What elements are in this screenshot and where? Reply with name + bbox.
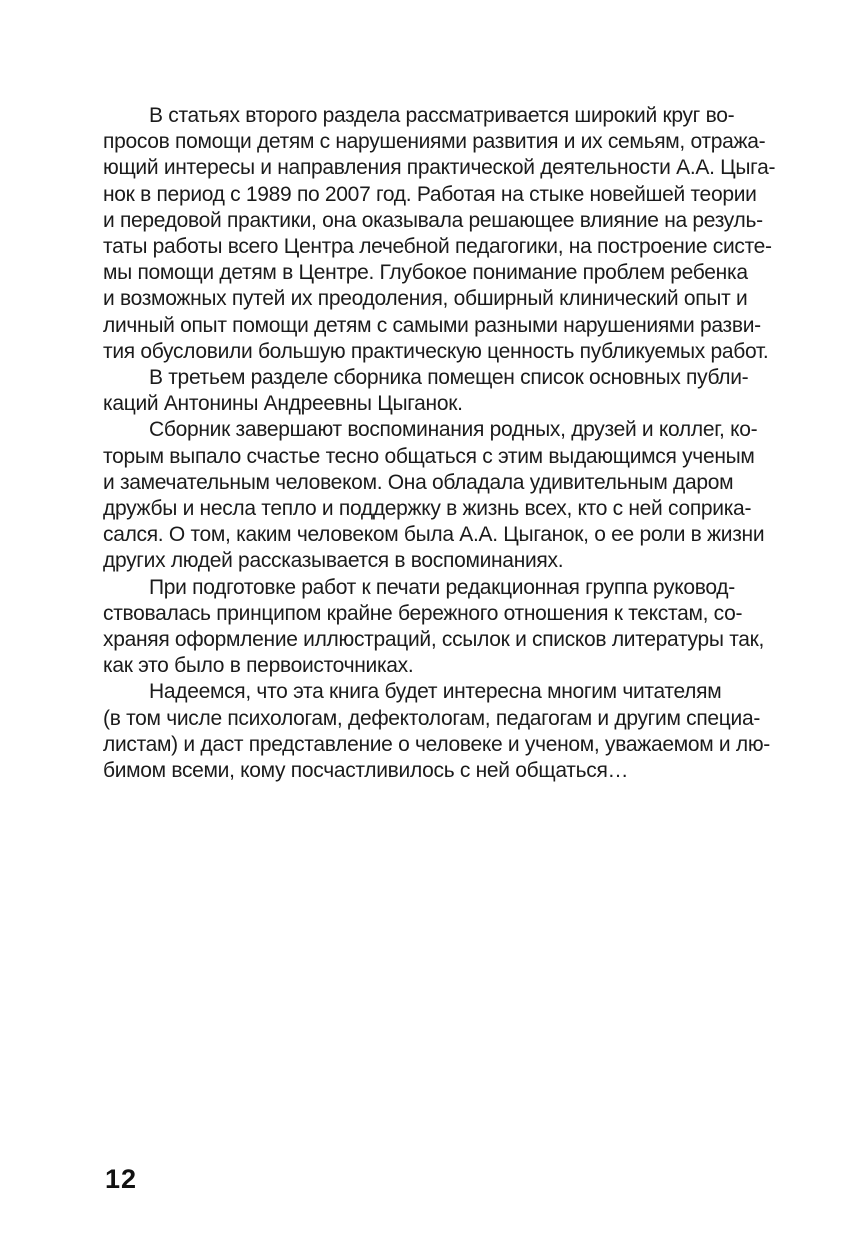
text-line: листам) и даст представление о человеке и ученом, уважаемом и лю- <box>103 732 770 756</box>
text-line: таты работы всего Центра лечебной педагогики, на построение систе- <box>103 235 772 259</box>
text-line: Сборник завершают воспоминания родных, друзей и коллег, ко- <box>149 418 758 442</box>
text-line: ствовалась принципом крайне бережного отношения к текстам, со- <box>103 601 743 625</box>
page-number: 12 <box>105 1164 138 1194</box>
text-line: В статьях второго раздела рассматривается широкий круг во- <box>149 104 735 127</box>
text-line: и возможных путей их преодоления, обширный клинический опыт и <box>103 287 748 311</box>
text-line: ющий интересы и направления практической деятельности А.А. Цыга- <box>103 156 776 180</box>
paragraph-5 <box>103 679 803 784</box>
text-line: личный опыт помощи детям с самыми разными нарушениями разви- <box>103 313 761 337</box>
paragraph-4 <box>103 575 803 680</box>
paragraph-1 <box>103 103 803 365</box>
text-line: храняя оформление иллюстраций, ссылок и списков литературы так, <box>103 628 765 652</box>
text-line: мы помощи детям в Центре. Глубокое понимание проблем ребенка <box>103 261 748 285</box>
text-line: При подготовке работ к печати редакционная группа руковод- <box>149 575 735 599</box>
text-line: и замечательным человеком. Она обладала удивительным даром <box>103 470 734 494</box>
text-line: В третьем разделе сборника помещен список основных публи- <box>149 366 749 390</box>
text-line: (в том числе психологам, дефектологам, педагогам и другим специа- <box>103 706 761 730</box>
text-line: дружбы и несла тепло и поддержку в жизнь всех, кто с ней соприка- <box>103 497 752 521</box>
text-line: Надеемся, что эта книга будет интересна многим читателям <box>149 680 722 704</box>
text-line: нок в период с 1989 по 2007 год. Работая на стыке новейшей теории <box>103 182 757 206</box>
text-line: каций Антонины Андреевны Цыганок. <box>103 392 463 416</box>
text-line: тия обусловили большую практическую ценность публикуемых работ. <box>103 339 769 363</box>
text-line: как это было в первоисточниках. <box>103 654 414 678</box>
text-line: других людей рассказывается в воспоминаниях. <box>103 549 564 573</box>
text-line: сался. О том, каким человеком была А.А. Цыганок, о ее роли в жизни <box>103 523 765 547</box>
body-text <box>103 103 803 784</box>
paragraph-2 <box>103 365 803 417</box>
paragraph-3 <box>103 417 803 574</box>
text-line: торым выпало счастье тесно общаться с этим выдающимся ученым <box>103 444 755 468</box>
text-line: и передовой практики, она оказывала решающее влияние на резуль- <box>103 208 763 232</box>
text-line: бимом всеми, кому посчастливилось с ней общаться… <box>103 759 629 783</box>
text-line: просов помощи детям с нарушениями развития и их семьям, отража- <box>103 130 766 154</box>
